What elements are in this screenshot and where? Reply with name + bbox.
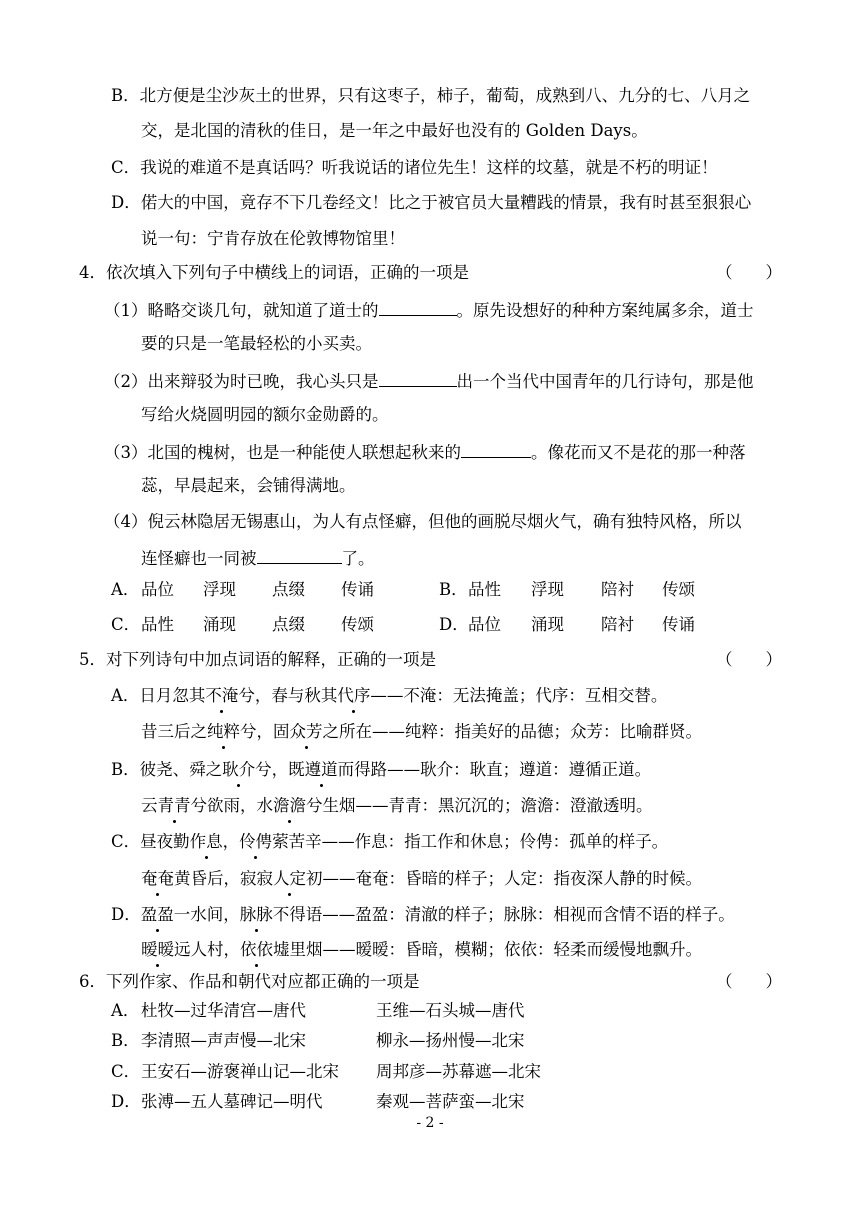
q4-option-b-word-1: 品性 [468,580,501,599]
q4-blank-1[interactable] [379,299,457,316]
q4-sentence-1-line1: （1）略略交谈几句，就知道了道士的 。原先设想好的种种方案纯属多余，道士 [104,301,754,320]
q6-option-a-label[interactable]: A． [111,1001,140,1020]
q4-blank-3[interactable] [461,441,531,458]
q5-dotted-word: 众芳 [289,722,323,741]
q4-option-c-word-4: 传颂 [341,615,374,634]
q4-option-d-word-4: 传诵 [662,615,695,634]
q5-dotted-word: 脉脉 [239,905,273,924]
q5-dotted-word: 伶俜 [239,832,273,851]
q3-option-c-line1: C．我说的难道不是真话吗？听我说话的诸位先生！这样的坟墓，就是不朽的明证！ [111,158,718,177]
q5-option-d-line1: D．盈盈一水间，脉脉不得语——盈盈：清澈的样子；脉脉：相视而含情不语的样子。 [111,905,735,924]
q6-option-a-right: 王维—石头城—唐代 [376,1001,525,1020]
q6-option-b-right: 柳永—扬州慢—北宋 [376,1031,525,1050]
q4-option-a-word-3: 点缀 [272,580,305,599]
q4-option-a-word-1: 品位 [141,580,174,599]
q6-option-b-label[interactable]: B． [111,1031,140,1050]
q4-option-a-word-4: 传诵 [341,580,374,599]
q5-option-b-line2: 云青青兮欲雨，水澹澹兮生烟——青青：黑沉沉的；澹澹：澄澈透明。 [141,796,653,815]
q6-option-c-left: 王安石—游褒禅山记—北宋 [141,1062,339,1081]
q6-option-c-right: 周邦彦—苏幕遮—北宋 [376,1062,541,1081]
q6-option-b-left: 李清照—声声慢—北宋 [141,1031,306,1050]
q6-option-d-label[interactable]: D． [111,1092,141,1111]
q4-answer-paren: （ ） [716,263,782,282]
q6-option-d-left: 张溥—五人墓碑记—明代 [141,1092,323,1111]
q5-option-b-line1: B．彼尧、舜之耿介兮，既遵道而得路——耿介：耿直；遵道：遵循正道。 [111,760,652,779]
q4-sentence-1-line2: 要的只是一笔最轻松的小买卖。 [141,334,372,353]
q5-option-a-line2: 昔三后之纯粹兮，固众芳之所在——纯粹：指美好的品德；众芳：比喻群贤。 [141,722,702,741]
q4-option-a-word-2: 浮现 [203,580,236,599]
q5-dotted-word: 遵道 [304,760,338,779]
q6-option-c-label[interactable]: C． [111,1062,141,1081]
q4-option-d-word-1: 品位 [468,615,501,634]
q4-option-d-word-3: 陪衬 [601,615,634,634]
q4-option-d-word-2: 涌现 [531,615,564,634]
q3-option-b-line1: B．北方便是尘沙灰土的世界，只有这枣子，柿子，葡萄，成熟到八、九分的七、八月之 [111,86,751,105]
q5-dotted-word: 作息 [189,832,223,851]
q4-option-b-label[interactable]: B． [439,580,468,599]
q4-sentence-2-line2: 写给火烧圆明园的额尔金勋爵的。 [141,405,389,424]
q6-option-d-right: 秦观—菩萨蛮—北宋 [376,1092,525,1111]
q4-sentence-2-line1: （2）出来辩驳为时已晚，我心头只是 出一个当代中国青年的几行诗句，那是他 [104,372,754,391]
q4-option-a-label[interactable]: A． [111,580,140,599]
q4-blank-4[interactable] [257,547,342,564]
q4-option-b-word-3: 陪衬 [601,580,634,599]
q4-blank-2[interactable] [379,370,457,387]
q4-sentence-4-line2: 连怪癖也一同被 了。 [141,549,375,568]
q4-option-c-word-3: 点缀 [272,615,305,634]
q5-dotted-word: 盈盈 [140,905,174,924]
q4-sentence-3-line1: （3）北国的槐树，也是一种能使人联想起秋来的 。像花而又不是花的那一种落 [104,443,746,462]
q5-dotted-word: 纯粹 [207,722,240,741]
q5-option-d-line2: 暧暧远人村，依依墟里烟——暧暧：昏暗，模糊；依依：轻柔而缓慢地飘升。 [141,940,702,959]
q5-answer-paren: （ ） [716,650,782,669]
q5-dotted-word: 耿介 [222,760,256,779]
q3-option-b-line2: 交，是北国的清秋的佳日，是一年之中最好也没有的 Golden Days。 [141,121,648,140]
q5-dotted-word: 人定 [273,869,306,888]
q4-option-b-word-2: 浮现 [531,580,564,599]
q5-option-c-line1: C．昼夜勤作息，伶俜萦苦辛——作息：指工作和休息；伶俜：孤单的样子。 [111,832,669,851]
q4-sentence-3-line2: 蕊，早晨起来，会铺得满地。 [141,476,356,495]
q5-dotted-word: 暧暧 [141,940,174,959]
q5-option-c-line2: 奄奄黄昏后，寂寂人定初——奄奄：昏暗的样子；人定：指夜深人静的时候。 [141,869,702,888]
q5-dotted-word: 奄奄 [141,869,174,888]
q4-option-b-word-4: 传颂 [662,580,695,599]
page-number: - 2 - [416,1115,444,1131]
q4-sentence-4-line1: （4）倪云林隐居无锡惠山，为人有点怪癖，但他的画脱尽烟火气，确有独特风格，所以 [104,512,742,531]
q3-option-d-line2: 说一句：宁肯存放在伦敦博物馆里！ [141,229,405,248]
q5-dotted-word: 青青 [157,796,191,815]
q4-option-c-word-2: 涌现 [203,615,236,634]
q5-dotted-word: 不淹 [205,686,239,705]
q5-dotted-word: 澹澹 [273,796,306,815]
q5-stem: 5．对下列诗句中加点词语的解释，正确的一项是 [79,650,436,669]
q5-dotted-word: 依依 [240,940,273,959]
q5-dotted-word: 代序 [337,686,371,705]
q5-option-a-line1: A．日月忽其不淹兮，春与秋其代序——不淹：无法掩盖；代序：互相交替。 [111,686,668,705]
q4-stem: 4．依次填入下列句子中横线上的词语，正确的一项是 [79,263,469,282]
q6-stem: 6．下列作家、作品和朝代对应都正确的一项是 [79,972,420,991]
q3-option-d-line1: D．偌大的中国，竟存不下几卷经文！比之于被官员大量糟践的情景，我有时甚至狠狠心 [111,193,752,212]
q6-answer-paren: （ ） [716,972,782,991]
q4-option-c-label[interactable]: C． [111,615,141,634]
q4-option-c-word-1: 品性 [141,615,174,634]
q6-option-a-left: 杜牧—过华清宫—唐代 [141,1001,306,1020]
q4-option-d-label[interactable]: D． [439,615,469,634]
